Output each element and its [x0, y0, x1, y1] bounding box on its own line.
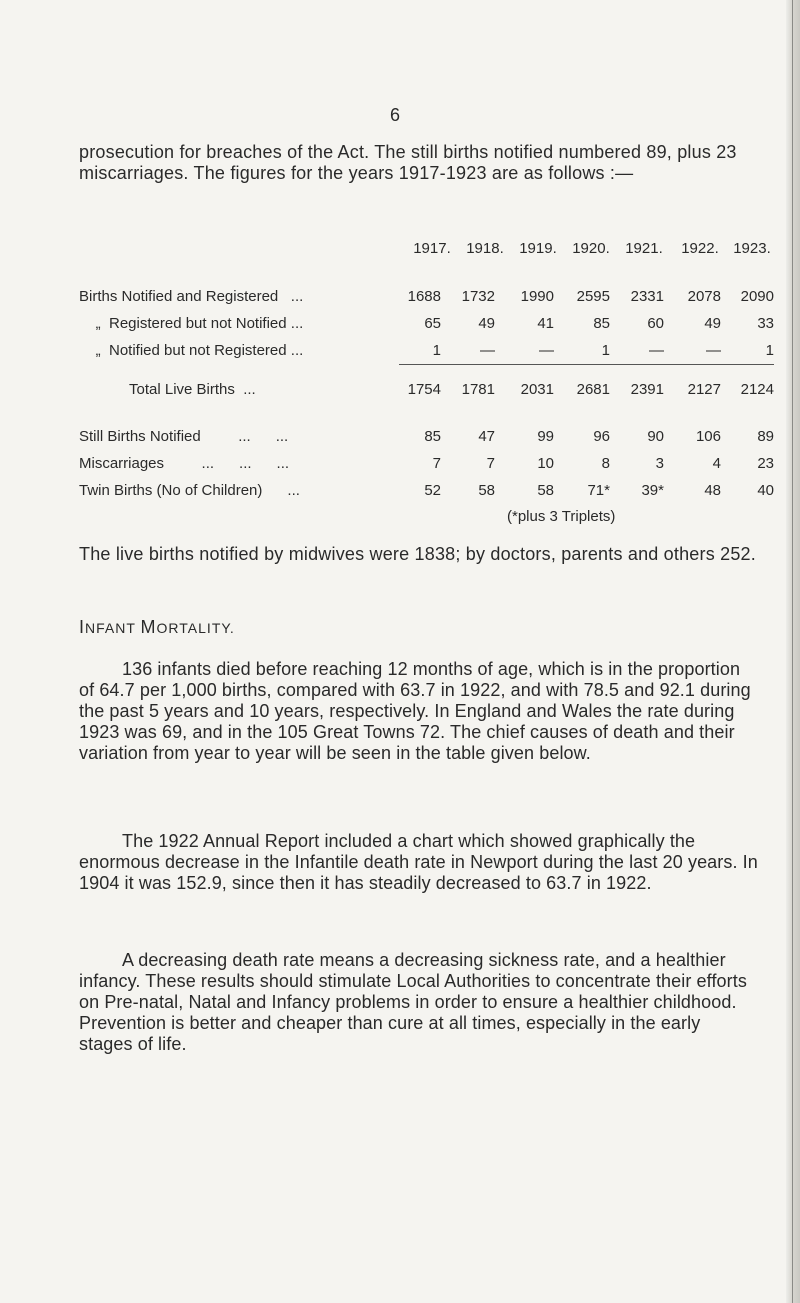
table-cell: 4 [712, 455, 721, 472]
table-cell: 96 [593, 428, 610, 445]
year-header: 1921. [625, 240, 663, 257]
table-cell: 7 [486, 455, 495, 472]
section-heading [79, 617, 235, 638]
table-cell: 41 [537, 315, 554, 332]
table-cell: — [649, 342, 664, 359]
table-header-row [79, 240, 769, 260]
table-row [79, 428, 774, 448]
table-cell: 3 [655, 455, 664, 472]
table-cell: 7 [432, 455, 441, 472]
table-cell: 1990 [520, 288, 554, 305]
table-row [79, 315, 774, 335]
table-cell: 1781 [461, 381, 495, 398]
row-label: Twin Births (No of Children) ... [79, 482, 300, 499]
table-total-row [79, 381, 774, 401]
intro-paragraph: prosecution for breaches of the Act. The still births notified numbered 89, plus 23 miscarriages. The figures for the years 1917-1923 are as follows :— [79, 142, 737, 183]
table-cell: — [480, 342, 495, 359]
table-cell: 23 [757, 455, 774, 472]
table-cell: 49 [704, 315, 721, 332]
body-paragraph: The 1922 Annual Report included a chart which showed graphically the enormous decrease in the Infantile death rate in Newport during the last 20 years. In 1904 it was 152.9, since then it has steadily decreased to 63.7 in 1922. [79, 831, 758, 893]
table-cell: 1732 [461, 288, 495, 305]
table-cell: — [706, 342, 721, 359]
table-cell: 2331 [630, 288, 664, 305]
table-cell: 71* [587, 482, 610, 499]
year-header: 1920. [572, 240, 610, 257]
table-cell: 2031 [520, 381, 554, 398]
table-cell: 2090 [740, 288, 774, 305]
table-cell: 58 [537, 482, 554, 499]
table-row [79, 288, 774, 308]
table-cell: 85 [424, 428, 441, 445]
table-cell: 48 [704, 482, 721, 499]
row-label: „ Registered but not Notified ... [79, 315, 304, 332]
page-number: 6 [390, 105, 401, 125]
body-paragraph: A decreasing death rate means a decreasing sickness rate, and a healthier infancy. These results should stimulate Local Authorities to concentrate their efforts on Pre-natal, Natal and Infancy problems in order to ensure a healthier childhood. Prevention is better and cheaper than cure at all times, especially in the early stages of life. [79, 950, 747, 1054]
table-cell: 2595 [576, 288, 610, 305]
row-label: Still Births Notified ... ... [79, 428, 289, 445]
row-label: „ Notified but not Registered ... [79, 342, 304, 359]
year-header: 1918. [466, 240, 504, 257]
table-cell: — [539, 342, 554, 359]
table-row [79, 482, 774, 502]
table-cell: 49 [478, 315, 495, 332]
table-cell: 1 [601, 342, 610, 359]
table-cell: 1754 [407, 381, 441, 398]
year-header: 1922. [681, 240, 719, 257]
table-cell: 10 [537, 455, 554, 472]
year-header: 1923. [733, 240, 771, 257]
table-cell: 99 [537, 428, 554, 445]
table-cell: 33 [757, 315, 774, 332]
table-cell: 1 [765, 342, 774, 359]
table-cell: 1 [432, 342, 441, 359]
table-cell: 89 [757, 428, 774, 445]
table-cell: 40 [757, 482, 774, 499]
table-rule [399, 364, 774, 365]
row-label: Births Notified and Registered ... [79, 288, 304, 305]
heading-initial: I [79, 617, 86, 637]
table-cell: 58 [478, 482, 495, 499]
table-cell: 47 [478, 428, 495, 445]
heading-smallcaps: ORTALITY. [156, 620, 235, 636]
table-cell: 2078 [687, 288, 721, 305]
table-cell: 2681 [576, 381, 610, 398]
table-cell: 2127 [687, 381, 721, 398]
row-label: Total Live Births ... [129, 381, 256, 398]
table-cell: 1688 [407, 288, 441, 305]
table-cell: 85 [593, 315, 610, 332]
year-header: 1919. [519, 240, 557, 257]
table-cell: 60 [647, 315, 664, 332]
table-cell: 106 [695, 428, 721, 445]
table-row [79, 455, 774, 475]
page-edge [786, 0, 800, 1303]
table-footnote: (*plus 3 Triplets) [507, 508, 616, 525]
table-cell: 8 [601, 455, 610, 472]
table-cell: 39* [641, 482, 664, 499]
row-label: Miscarriages ... ... ... [79, 455, 290, 472]
body-paragraph: 136 infants died before reaching 12 months of age, which is in the proportion of 64.7 per 1,000 births, compared with 63.7 in 1922, and with 78.5 and 92.1 during the past 5 years and 10 years, respectively. In England and Wales the rate during 1923 was 69, and in the 105 Great Towns 72. The chief causes of death and their variation from year to year will be seen in the table given below. [79, 659, 751, 763]
live-births-note: The live births notified by midwives were 1838; by doctors, parents and others 252. [79, 544, 756, 564]
table-cell: 65 [424, 315, 441, 332]
heading-smallcaps: NFANT [85, 620, 141, 636]
heading-initial: M [140, 617, 157, 637]
table-cell: 90 [647, 428, 664, 445]
table-cell: 2124 [740, 381, 774, 398]
table-row [79, 342, 774, 362]
year-header: 1917. [413, 240, 451, 257]
table-cell: 2391 [630, 381, 664, 398]
table-cell: 52 [424, 482, 441, 499]
